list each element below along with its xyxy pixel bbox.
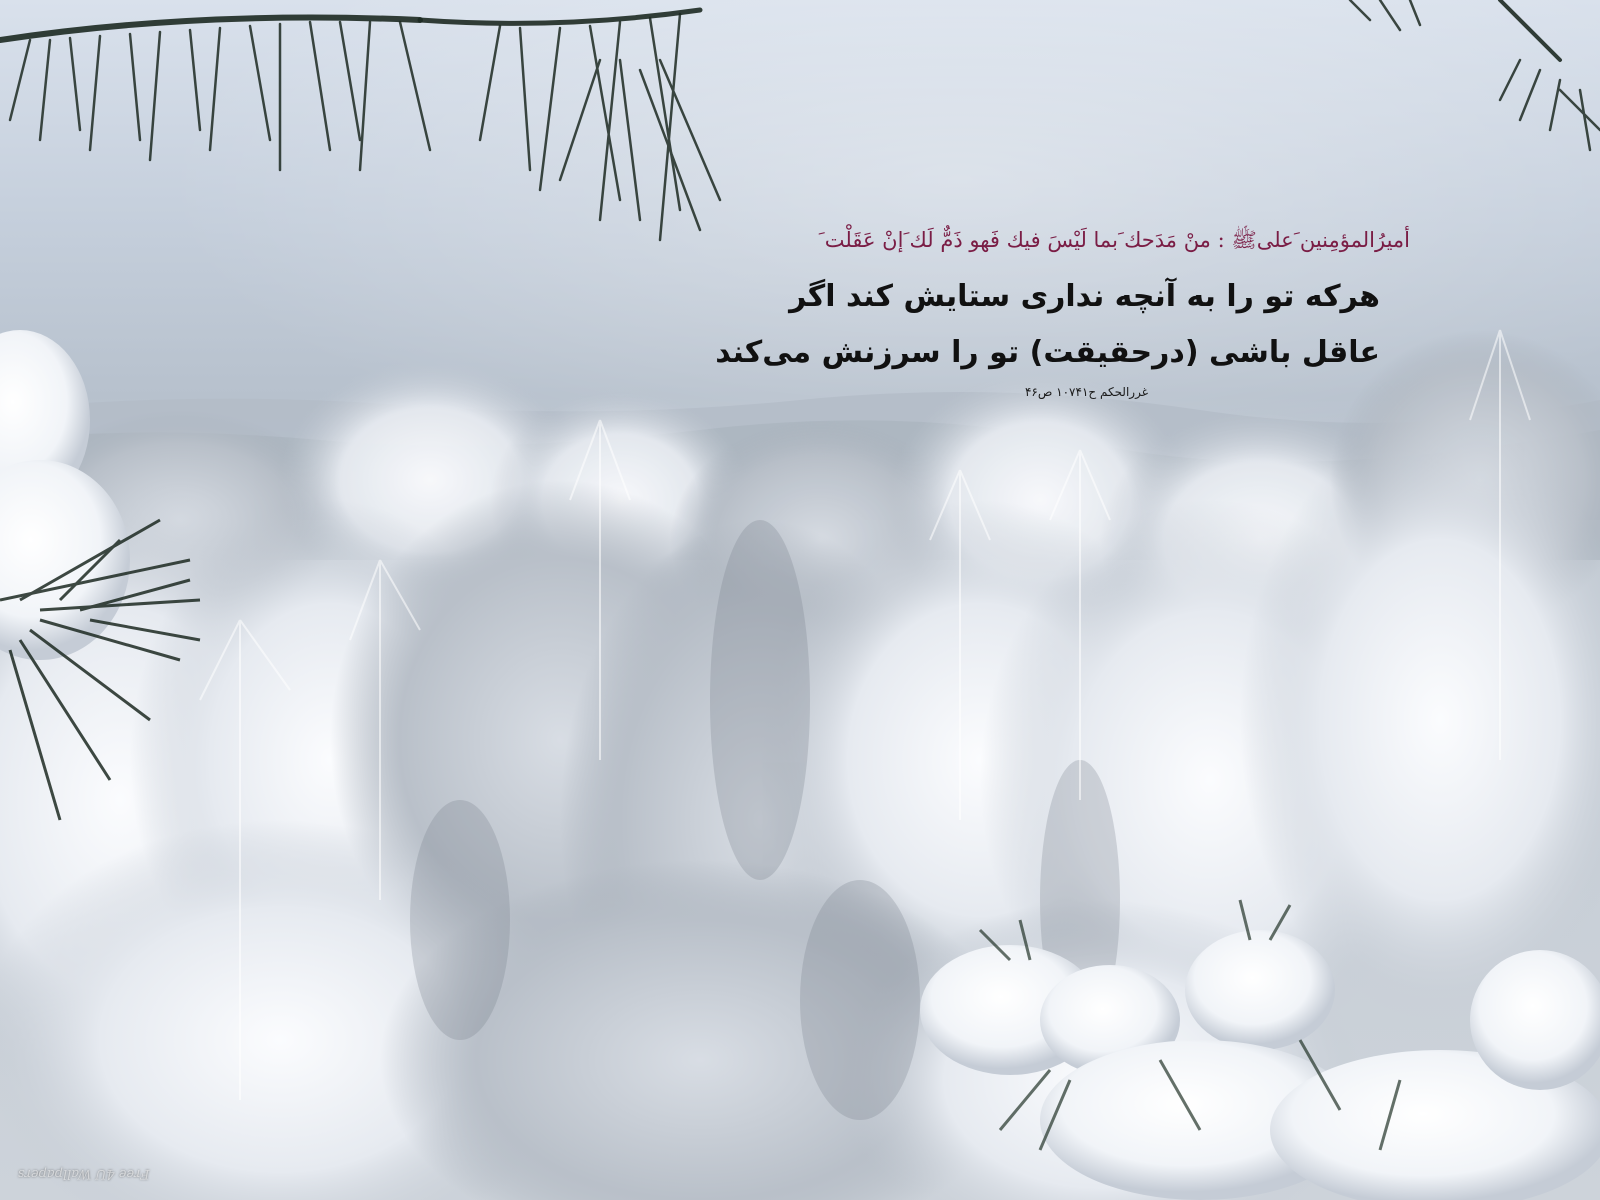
persian-translation-line-1: هرکه تو را به آنچه نداری ستایش کند اگر [789, 279, 1380, 315]
source-reference: غررالحکم ح۱۰۷۴۱ ص۴۶ [1024, 385, 1148, 400]
arabic-hadith-text: أميرُالمؤمِنين َعلىﷺ : منْ مَدَحك َبما لَيْسَ فيك فَهو ذَمٌّ لَك َإنْ عَقَلْت َ [818, 228, 1410, 252]
persian-translation-line-2: عاقل باشی (درحقیقت) تو را سرزنش می‌کند [715, 335, 1380, 371]
watermark: Free 4U Wallpapers [18, 1166, 150, 1181]
quote-block [700, 228, 1410, 399]
